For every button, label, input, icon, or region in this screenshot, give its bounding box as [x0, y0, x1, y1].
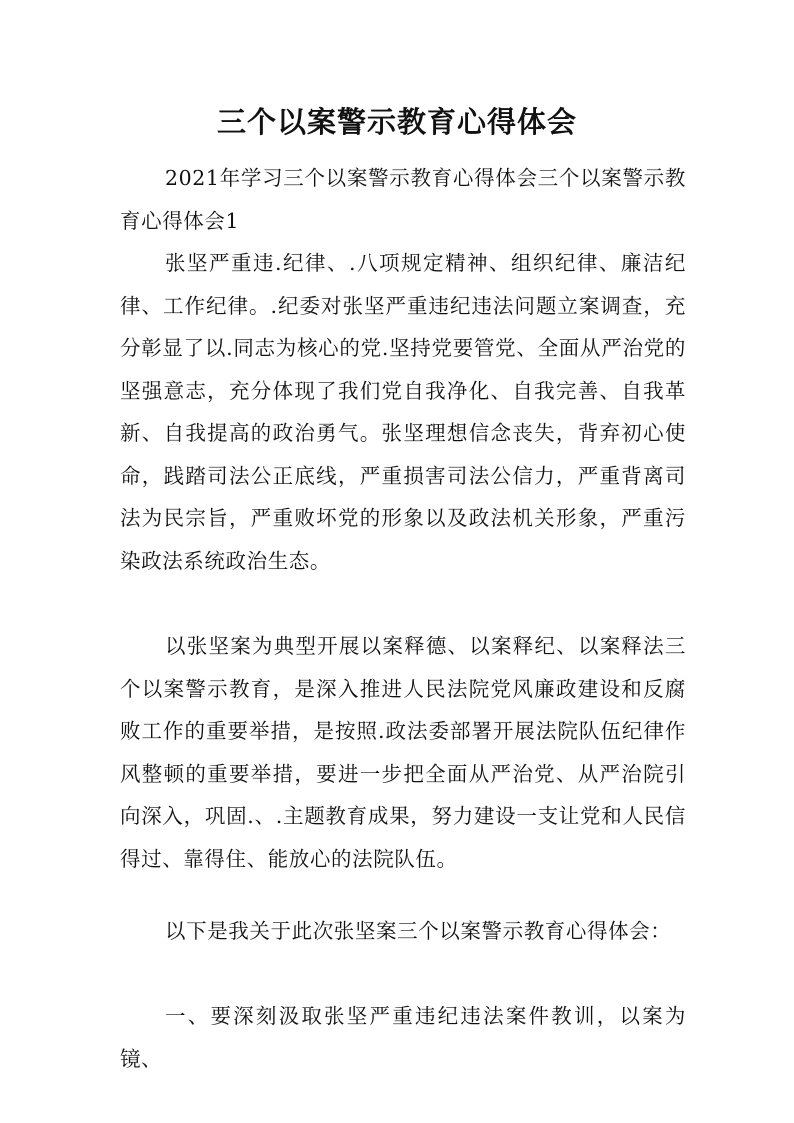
- intro-paragraph: 2021年学习三个以案警示教育心得体会三个以案警示教育心得体会1: [120, 166, 686, 233]
- section-heading-1: 一、要深刻汲取张坚严重违纪违法案件教训，以案为镜、: [120, 1004, 686, 1071]
- body-paragraph-2: 以张坚案为典型开展以案释德、以案释纪、以案释法三个以案警示教育，是深入推进人民法院党风廉政建设和反腐败工作的重要举措，是按照.政法委部署开展法院队伍纪律作风整顿的重要举措，要进一步把全面从严治党、从严治院引向深入，巩固.、.主题教育成果，努力建设一支让党和人民信得过、靠得住、能放心的法院队伍。: [120, 634, 686, 871]
- body-paragraph-3: 以下是我关于此次张坚案三个以案警示教育心得体会：: [165, 919, 672, 943]
- body-paragraph-1: 张坚严重违.纪律、.八项规定精神、组织纪律、廉洁纪律、工作纪律。.纪委对张坚严重违纪违法问题立案调查，充分彰显了以.同志为核心的党.坚持党要管党、全面从严治党的坚强意志，充分体现了我们党自我净化、自我完善、自我革新、自我提高的政治勇气。张坚理想信念丧失，背弃初心使命，践踏司法公正底线，严重损害司法公信力，严重背离司法为民宗旨，严重败坏党的形象以及政法机关形象，严重污染政法系统政治生态。: [120, 251, 686, 573]
- document-title: 三个以案警示教育心得体会: [216, 105, 577, 139]
